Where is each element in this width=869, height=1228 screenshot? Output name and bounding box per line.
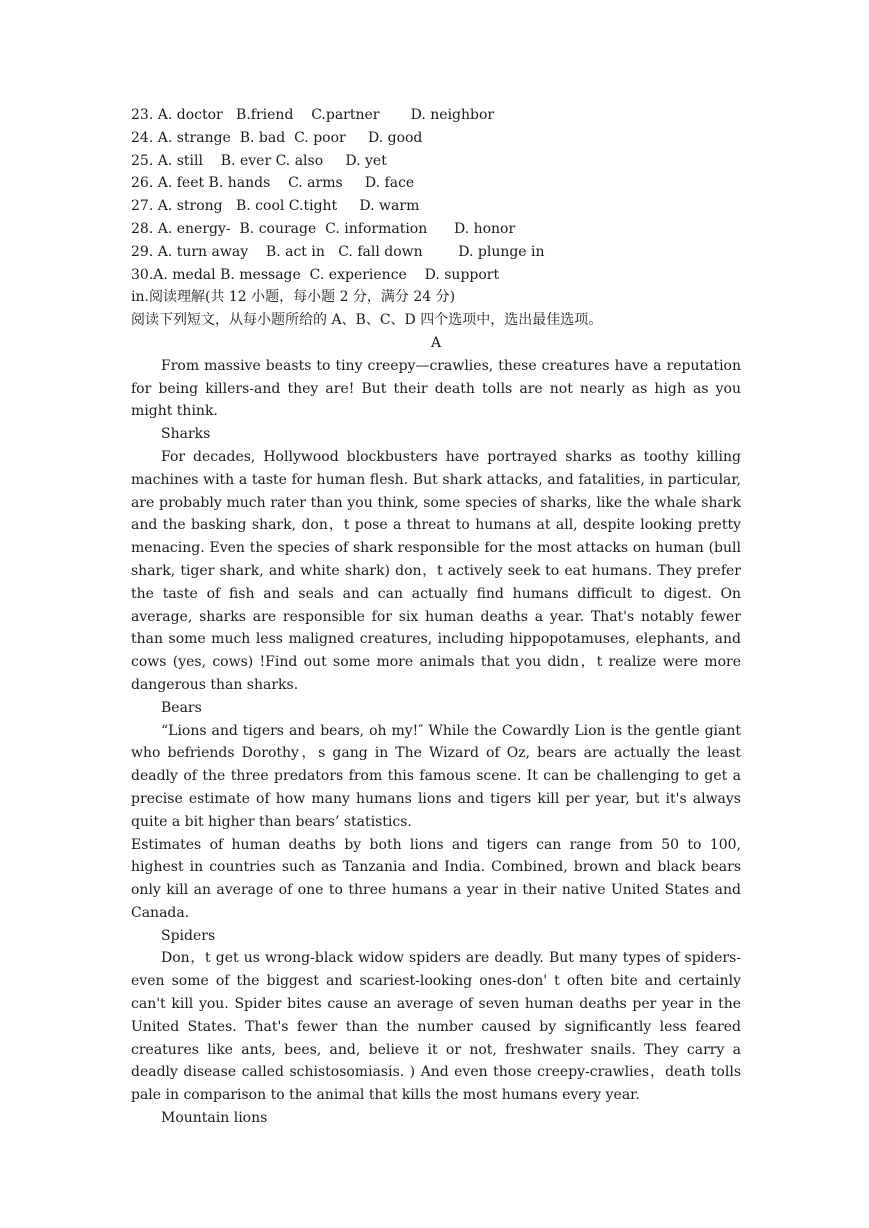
spiders-paragraph: Don，t get us wrong-black widow spiders are deadly. But many types of spiders-even some of the biggest and scariest-looking ones-don' t often bite and certainly can't kill you. Spider bites cause an average of seven human deaths per year in the United States. That's fewer than the number caused by significantly less feared creatures like ants, bees, and, believe it or not, freshwater snails. They carry a deadly disease called schistosomiasis. ) And even those creepy-crawlies，death tolls pale in comparison to the animal that kills the most humans every year.: [131, 950, 741, 1104]
intro-paragraph: From massive beasts to tiny creepy—crawlies, these creatures have a reputation for being killers-and they are! But their death tolls are not nearly as high as you might think.: [131, 357, 741, 420]
options-list: [131, 104, 741, 286]
option-line-26: 26. A. feet B. hands C. arms D. face: [131, 175, 415, 192]
sharks-paragraph: For decades, Hollywood blockbusters have portrayed sharks as toothy killing machines with a taste for human flesh. But shark attacks, and fatalities, in particular, are probably much rater than you think, some species of sharks, like the whale shark and the basking shark, don，t pose a threat to humans at all, despite looking pretty menacing. Even the species of shark responsible for the most attacks on human (bull shark, tiger shark, and white shark) don，t actively seek to eat humans. They prefer the taste of fish and seals and can actually find humans difficult to digest. On average, sharks are responsible for six human deaths a year. That's notably fewer than some much less maligned creatures, including hippopotamuses, elephants, and cows (yes, cows) !Find out some more animals that you didn，t realize were more dangerous than sharks.: [131, 448, 741, 693]
option-line-28: 28. A. energy- B. courage C. information D. honor: [131, 220, 516, 237]
option-line-23: 23. A. doctor B.friend C.partner D. neighbor: [131, 107, 495, 123]
bears-paragraph-2: Estimates of human deaths by both lions and tigers can range from 50 to 100, highest in countries such as Tanzania and India. Combined, brown and black bears only kill an average of one to three humans a year in their native United States and Canada.: [131, 836, 741, 921]
section-instruction: 阅读下列短文，从每小题所给的 A、B、C、D 四个选项中，选出最佳选项。: [131, 312, 603, 329]
section-title: in.阅读理解(共 12 小题，每小题 2 分，满分 24 分): [131, 289, 456, 306]
option-line-29: 29. A. turn away B. act in C. fall down D. plunge in: [131, 243, 545, 260]
option-line-24: 24. A. strange B. bad C. poor D. good: [131, 129, 423, 146]
document-page: [131, 104, 741, 1130]
bears-heading: Bears: [161, 699, 202, 716]
bears-paragraph: “Lions and tigers and bears, oh my!″ While the Cowardly Lion is the gentle giant who befriends Dorothy，s gang in The Wizard of Oz, bears are actually the least deadly of the three predators from this famous scene. It can be challenging to get a precise estimate of how many humans lions and tigers kill per year, but it's always quite a bit higher than bears’ statistics.: [131, 722, 741, 830]
option-line-30: 30.A. medal B. message C. experience D. support: [131, 266, 500, 283]
passage-label: A: [430, 334, 442, 351]
spiders-heading: Spiders: [161, 927, 216, 944]
option-line-27: 27. A. strong B. cool C.tight D. warm: [131, 198, 420, 215]
option-line-25: 25. A. still B. ever C. also D. yet: [131, 152, 387, 169]
mountain-lions-heading: Mountain lions: [161, 1110, 268, 1127]
sharks-heading: Sharks: [161, 426, 211, 443]
